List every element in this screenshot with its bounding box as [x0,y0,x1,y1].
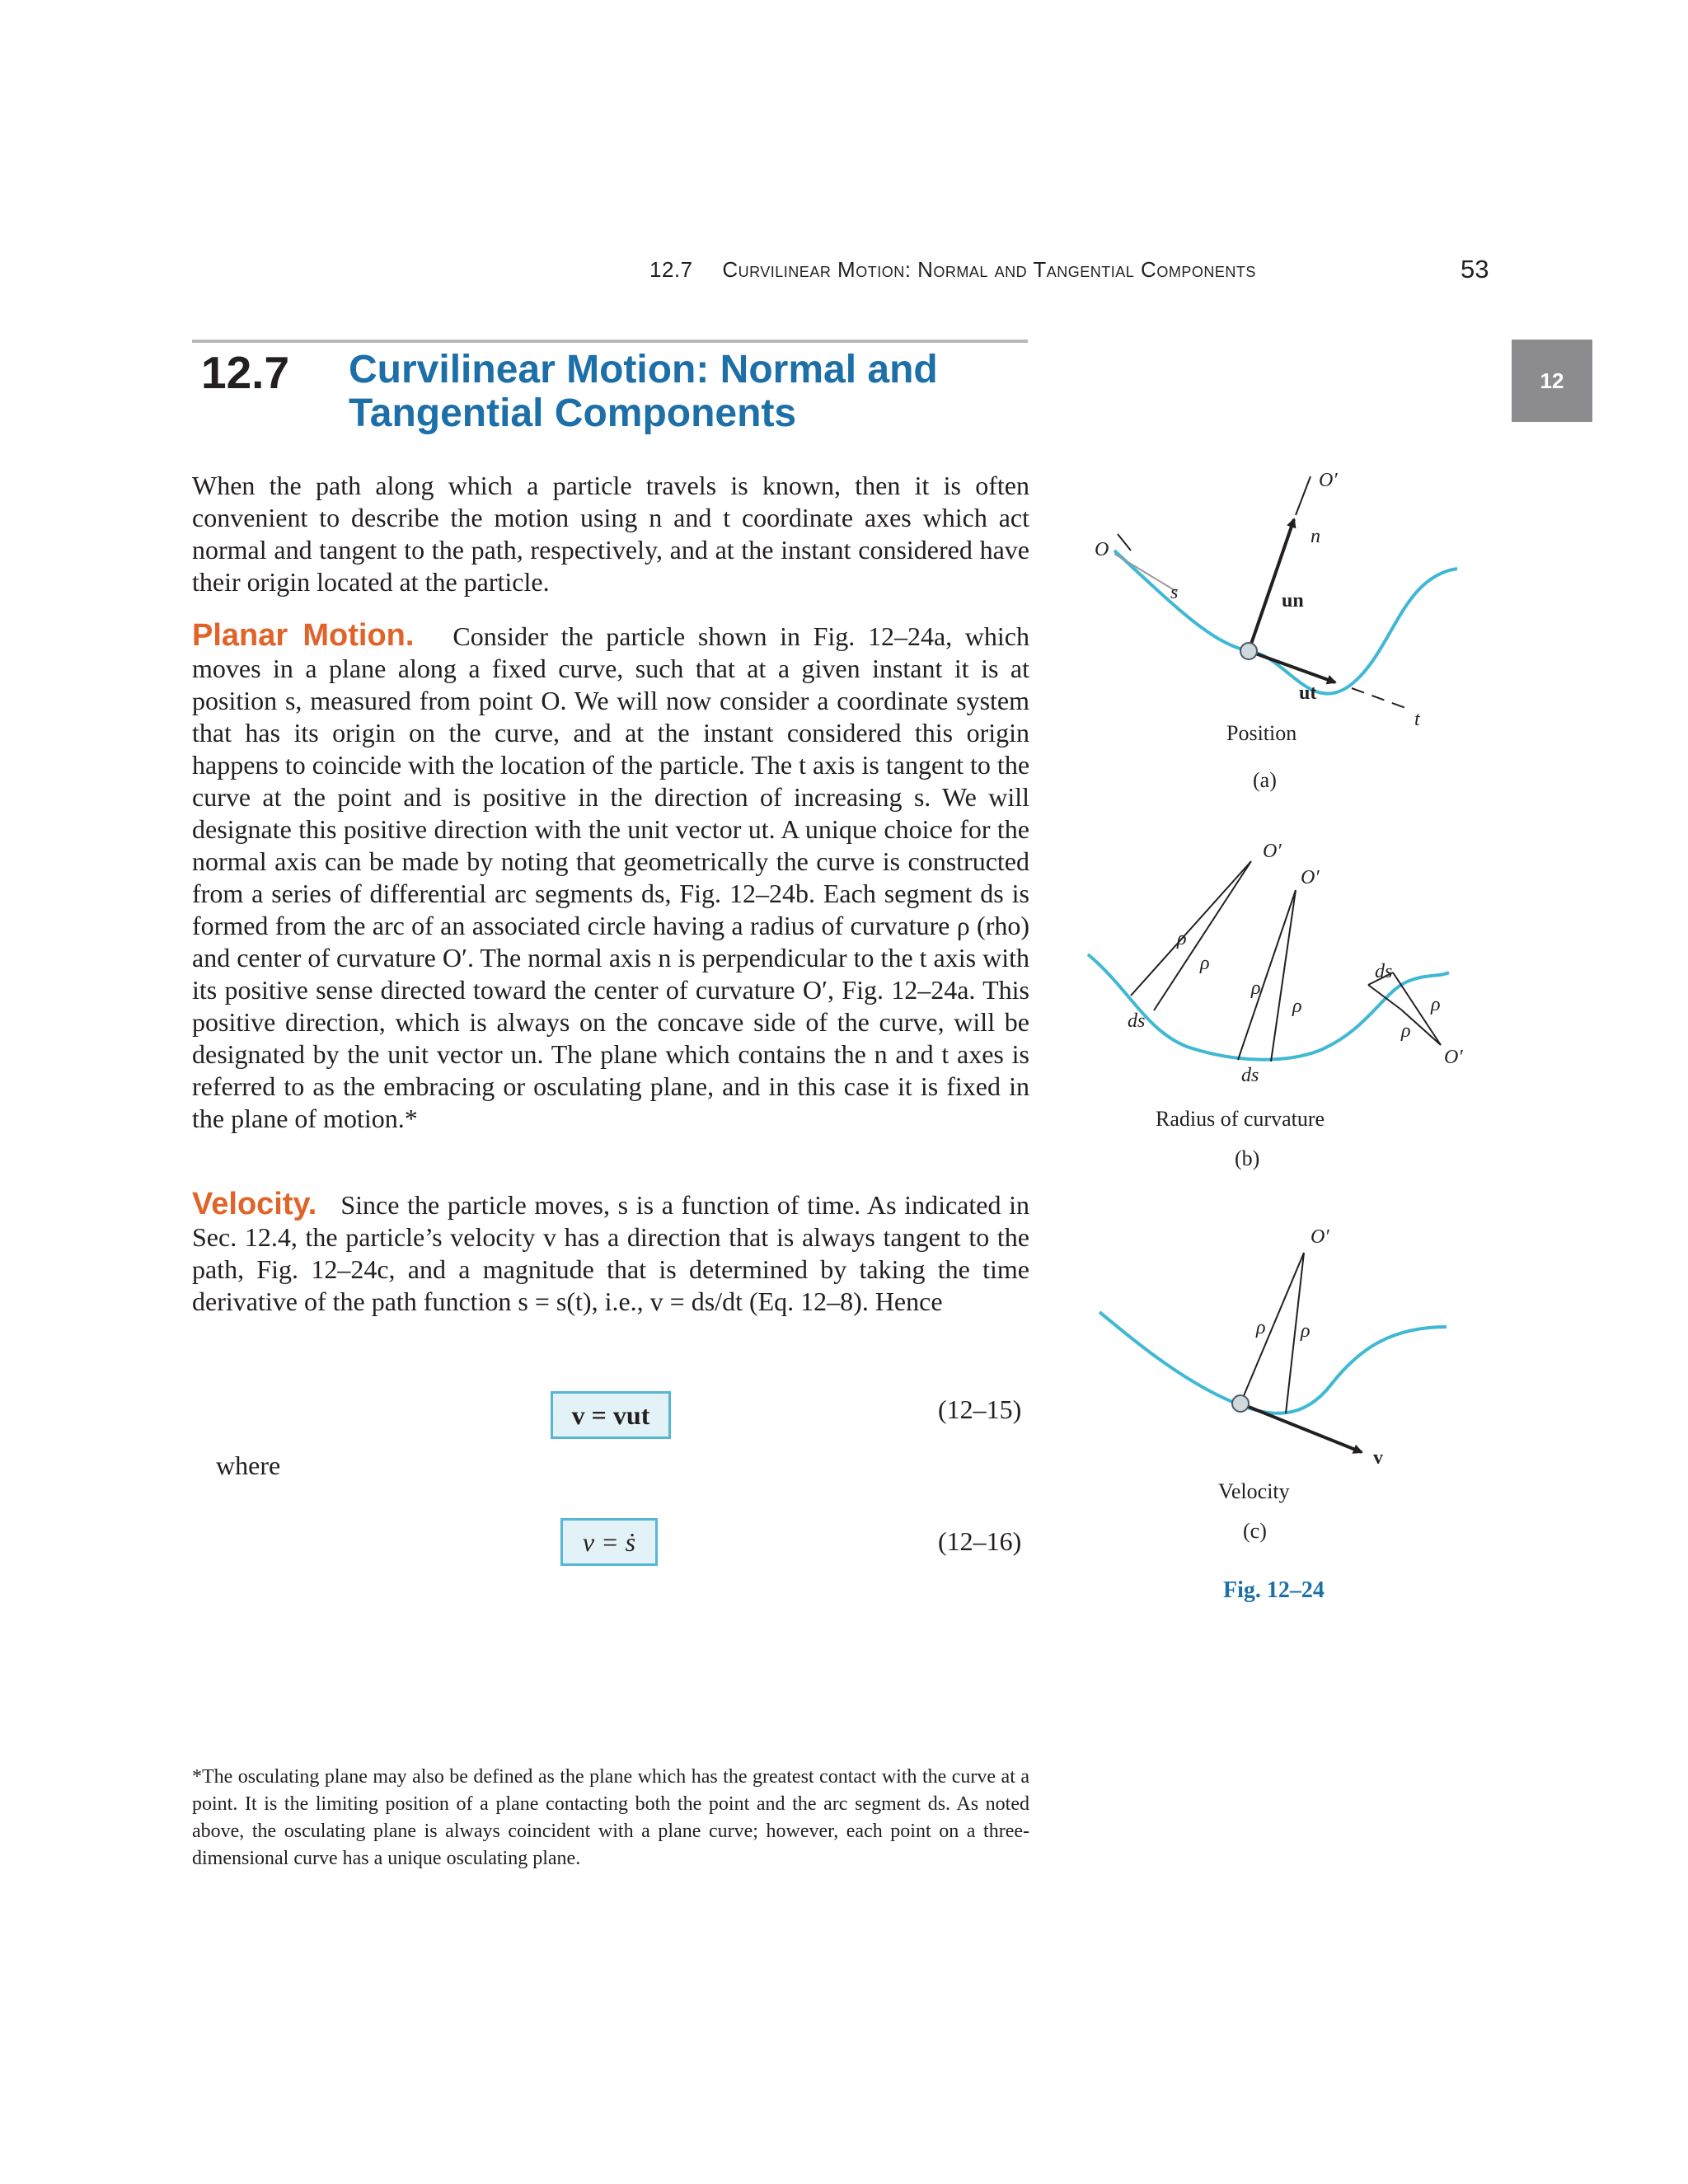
section-title-line1: Curvilinear Motion: Normal and [349,348,938,391]
label-t: t [1414,709,1420,730]
label-ut: ut [1299,682,1317,704]
normal-axis [1296,476,1311,515]
label-Oprime-b1: O′ [1263,841,1282,862]
label-rho-b1: ρ [1177,928,1187,949]
letter-c: (c) [1243,1519,1267,1543]
label-Oprime-a: O′ [1319,470,1338,491]
equation-12-15-text: v = vut [571,1399,650,1430]
caption-c: Velocity [1218,1479,1290,1503]
label-ds-b1: ds [1128,1010,1146,1032]
section-title-line2: Tangential Components [349,391,797,435]
letter-a: (a) [1253,768,1277,792]
particle-c [1232,1395,1249,1412]
label-Oprime-b3: O′ [1444,1047,1463,1068]
letter-b: (b) [1235,1146,1260,1170]
label-Oprime-c: O′ [1311,1226,1329,1248]
path-curve-a [1114,551,1457,694]
velocity-vector [1240,1404,1362,1452]
figure-caption: Fig. 12–24 [1223,1577,1325,1603]
radius-line-c1 [1240,1253,1304,1404]
page-number: 53 [1461,255,1489,284]
label-un: un [1282,590,1304,612]
radius-line-1 [1131,861,1251,996]
section-number: 12.7 [201,347,290,398]
radius-line-4 [1271,890,1296,1062]
where-label: where [216,1451,281,1480]
label-ds-b3: ds [1375,961,1393,982]
running-head-section: 12.7 [649,257,693,282]
label-Oprime-b2: O′ [1301,867,1320,888]
intro-paragraph: When the path along which a particle travels is known, then it is often convenient to describe the motion using n and t coordinate axes which act normal and tangent to the path, respectively, and at the instant considered have their origin located at the particle. [192,471,1029,597]
equation-12-16-number: (12–16) [938,1526,1022,1556]
velocity-body: Since the particle moves, s is a function of time. As indicated in Sec. 12.4, the particle’s velocity v has a direction that is always tangent to the path, Fig. 12–24c, and a magnitude that is determined by taking the time derivative of the path function s = s(t), i.e., v = ds/dt (Eq. 12–8). Hence [192,1190,1030,1316]
radius-line-2 [1154,861,1251,1010]
label-rho-b5: ρ [1401,1020,1411,1042]
equation-12-15-number: (12–15) [938,1394,1022,1424]
label-v: v [1373,1447,1383,1469]
label-rho-c1: ρ [1256,1317,1266,1338]
label-rho-b6: ρ [1431,994,1441,1015]
label-O: O [1095,539,1109,560]
tangent-axis [1352,688,1408,709]
figure-a [1095,470,1457,792]
figure-c [1100,1226,1447,1543]
label-n: n [1311,526,1320,547]
caption-b: Radius of curvature [1156,1107,1325,1131]
label-rho-b3: ρ [1251,977,1261,999]
velocity-heading: Velocity. [192,1187,317,1221]
planar-motion-body: Consider the particle shown in Fig. 12–24a, which moves in a plane along a fixed curve, such that at a given instant it is at position s, measured from point O. We will now consider a coordinate system that has its origin on the curve, and at the instant considered this origin happens to coincide with the location of the particle. The t axis is tangent to the curve at the point and is positive in the direction of increasing s. We will designate this positive direction with the unit vector ut. A unique choice for the normal axis can be made by noting that geometrically the curve is constructed from a series of differential arc segments ds, Fig. 12–24b. Each segment ds is formed from the arc of an associated circle having a radius of curvature ρ (rho) and center of curvature O′. The normal axis n is perpendicular to the t axis with its positive sense directed toward the center of curvature O′, Fig. 12–24a. This positive direction, which is always on the concave side of the curve, will be designated by the unit vector un. The plane which contains the n and t axes is referred to as the embracing or osculating plane, and in this case it is fixed in the plane of motion.* [192,621,1030,1133]
arc-s-indicator [1114,554,1177,592]
caption-a: Position [1226,721,1297,745]
planar-motion-heading: Planar Motion. [192,618,415,653]
running-head-title: Curvilinear Motion: Normal and Tangential Components [722,257,1256,282]
label-rho-b4: ρ [1292,996,1302,1017]
chapter-tab-label: 12 [1540,368,1564,393]
particle [1240,643,1257,659]
label-rho-c2: ρ [1301,1320,1311,1342]
label-rho-b2: ρ [1200,953,1210,974]
label-s: s [1170,582,1179,603]
equation-12-16-text: v = ṡ [582,1526,636,1557]
unit-vector-un [1249,519,1294,651]
figure-b [1088,841,1463,1170]
radius-line-3 [1238,890,1296,1060]
footnote: *The osculating plane may also be defined as the plane which has the greatest contact with the curve at a point. It is the limiting position of a plane contacting both the point and the arc segment ds. As noted above, the osculating plane is always coincident with a plane curve; however, each point on a three-dimensional curve has a unique osculating plane. [192,1766,1029,1869]
label-ds-b2: ds [1241,1065,1259,1086]
